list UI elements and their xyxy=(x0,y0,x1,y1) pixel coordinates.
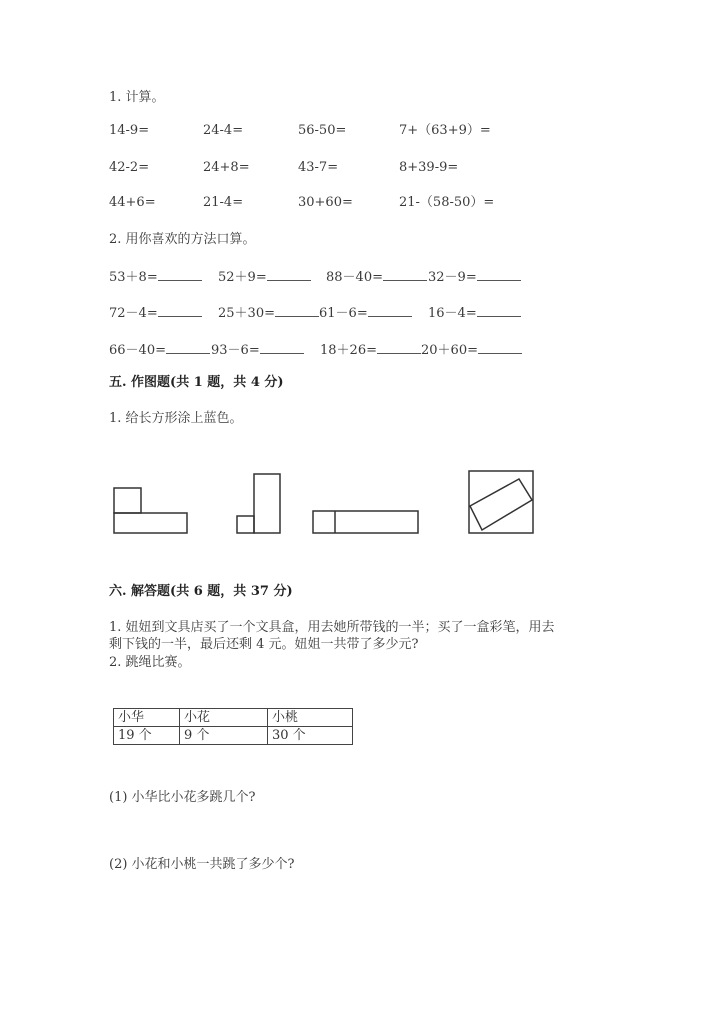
table-cell: 19 个 xyxy=(114,727,180,745)
sub-question-1: (1) 小华比小花多跳几个? xyxy=(109,790,256,805)
oral-expression: 88－40= xyxy=(326,270,383,285)
oral-expression: 18＋26= xyxy=(320,343,377,358)
calc-item: 21-（58-50）= xyxy=(399,195,495,210)
calc-item: 8+39-9= xyxy=(399,160,459,175)
sub-question-2: (2) 小花和小桃一共跳了多少个? xyxy=(109,857,295,872)
oral-expression: 66－40= xyxy=(109,343,166,358)
table-header-row xyxy=(114,709,353,727)
section-six-question-1-line-2: 剩下钱的一半，最后还剩 4 元。妞姐一共带了多少元? xyxy=(109,637,419,652)
section-five-question-1: 1. 给长方形涂上蓝色。 xyxy=(109,411,243,426)
table-header-cell: 小花 xyxy=(180,709,268,727)
calc-item: 7+（63+9）= xyxy=(399,123,491,138)
table-cell: 30 个 xyxy=(268,727,353,745)
table-header-cell: 小桃 xyxy=(268,709,353,727)
calc-item: 14-9= xyxy=(109,123,150,138)
oral-expression: 25＋30= xyxy=(218,306,275,321)
section-six-question-1-line-1: 1. 妞妞到文具店买了一个文具盒，用去她所带钱的一半；买了一盒彩笔，用去 xyxy=(109,620,555,635)
oral-expression: 93－6= xyxy=(211,343,260,358)
figure-2[interactable] xyxy=(237,474,280,533)
oral-expression: 61－6= xyxy=(319,306,368,321)
section-six-heading: 六. 解答题(共 6 题，共 37 分) xyxy=(109,584,293,599)
figure-4[interactable] xyxy=(469,471,533,533)
section-five-heading: 五. 作图题(共 1 题，共 4 分) xyxy=(109,375,284,390)
calc-item: 21-4= xyxy=(203,195,244,210)
oral-expression: 52＋9= xyxy=(218,270,267,285)
calc-item: 24+8= xyxy=(203,160,250,175)
table-cell: 9 个 xyxy=(180,727,268,745)
oral-expression: 16－4= xyxy=(428,306,477,321)
calc-item: 30+60= xyxy=(298,195,353,210)
oral-expression: 72－4= xyxy=(109,306,158,321)
calc-item: 56-50= xyxy=(298,123,347,138)
calc-item: 43-7= xyxy=(298,160,339,175)
figure-3[interactable] xyxy=(313,511,418,533)
figure-1[interactable] xyxy=(114,488,187,533)
calc-item: 24-4= xyxy=(203,123,244,138)
jump-rope-table xyxy=(113,708,353,745)
question-1-title: 1. 计算。 xyxy=(109,90,165,105)
question-2-title: 2. 用你喜欢的方法口算。 xyxy=(109,232,256,247)
calc-item: 42-2= xyxy=(109,160,150,175)
calc-item: 44+6= xyxy=(109,195,156,210)
section-six-question-2: 2. 跳绳比赛。 xyxy=(109,655,191,670)
oral-expression: 53＋8= xyxy=(109,270,158,285)
table-row xyxy=(114,727,353,745)
oral-expression: 20＋60= xyxy=(421,343,478,358)
oral-expression: 32－9= xyxy=(428,270,477,285)
table-header-cell: 小华 xyxy=(114,709,180,727)
